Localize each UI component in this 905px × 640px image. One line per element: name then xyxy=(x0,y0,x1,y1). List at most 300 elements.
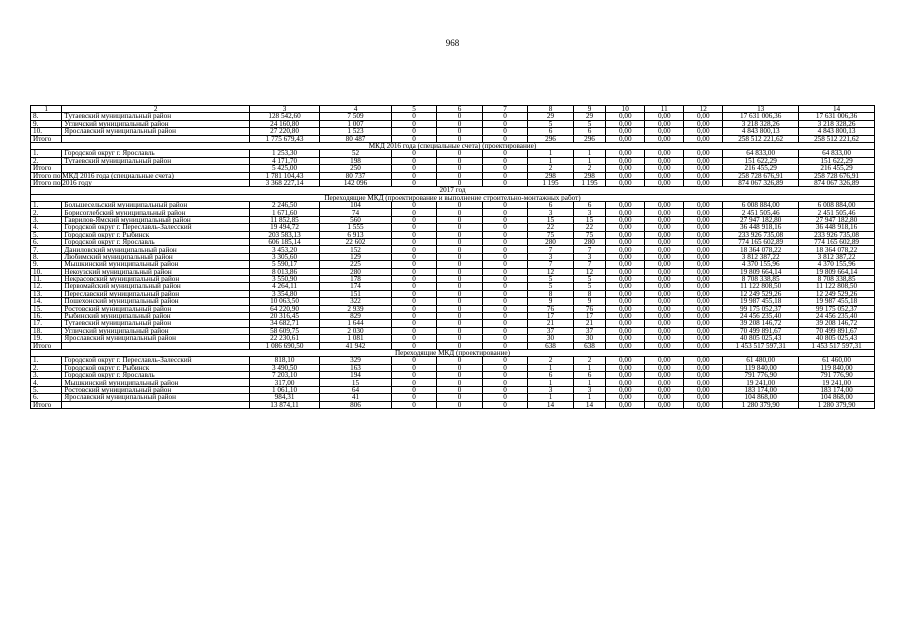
value-cell: 6 xyxy=(528,202,574,209)
value-cell: 0 xyxy=(391,320,437,327)
value-cell: 7 xyxy=(573,261,606,268)
value-cell: 0,00 xyxy=(606,209,645,216)
value-cell: 0 xyxy=(391,239,437,246)
value-cell: 29 xyxy=(573,113,606,120)
value-cell: 39 208 146,72 xyxy=(723,320,799,327)
value-cell: 0 xyxy=(482,150,528,157)
value-cell: 0,00 xyxy=(645,305,684,312)
value-cell: 15 xyxy=(573,216,606,223)
value-cell: 18 364 078,22 xyxy=(723,246,799,253)
value-cell: 3 218 328,26 xyxy=(799,120,875,127)
value-cell: 1 781 104,43 xyxy=(249,172,319,179)
value-cell: 0 xyxy=(437,283,483,290)
value-cell: 15 xyxy=(528,216,574,223)
value-cell: 0,00 xyxy=(684,283,723,290)
value-cell: 0,00 xyxy=(606,150,645,157)
value-cell: 70 499 891,67 xyxy=(723,327,799,334)
table-row xyxy=(31,202,875,209)
value-cell: 10 063,50 xyxy=(249,298,319,305)
value-cell: 0,00 xyxy=(606,268,645,275)
value-cell: 0,00 xyxy=(645,239,684,246)
value-cell: 6 xyxy=(573,202,606,209)
header-cell: 9 xyxy=(573,106,606,113)
table-row xyxy=(31,372,875,379)
value-cell: 0,00 xyxy=(606,394,645,401)
value-cell: 0,00 xyxy=(684,298,723,305)
value-cell: 2 246,50 xyxy=(249,202,319,209)
value-cell: 1 081 xyxy=(320,335,392,342)
name-cell: Ярославский муниципальный район xyxy=(62,335,249,342)
row-number-cell: 1. xyxy=(31,357,62,364)
value-cell: 0 xyxy=(391,128,437,135)
value-cell: 250 xyxy=(320,165,392,172)
header-cell: 8 xyxy=(528,106,574,113)
value-cell: 606 185,14 xyxy=(249,239,319,246)
value-cell: 0,00 xyxy=(606,283,645,290)
value-cell: 4 370 155,96 xyxy=(723,261,799,268)
row-number-cell: 2. xyxy=(31,209,62,216)
value-cell: 0 xyxy=(437,275,483,282)
value-cell: 0,00 xyxy=(645,357,684,364)
value-cell: 258 512 221,62 xyxy=(799,135,875,142)
value-cell: 0,00 xyxy=(684,253,723,260)
value-cell: 104 868,00 xyxy=(799,394,875,401)
value-cell: 19 241,00 xyxy=(799,379,875,386)
value-cell: 11 122 808,50 xyxy=(723,283,799,290)
value-cell: 0,00 xyxy=(645,386,684,393)
value-cell: 8 013,86 xyxy=(249,268,319,275)
value-cell: 791 776,90 xyxy=(799,372,875,379)
name-cell: Тутаевский муниципальный район xyxy=(62,320,249,327)
value-cell: 61 460,00 xyxy=(799,357,875,364)
value-cell: 0 xyxy=(437,165,483,172)
value-cell: 17 631 006,36 xyxy=(723,113,799,120)
value-cell: 0,00 xyxy=(606,335,645,342)
value-cell: 0 xyxy=(482,401,528,408)
value-cell: 0 xyxy=(391,298,437,305)
value-cell: 0,00 xyxy=(684,335,723,342)
value-cell: 0 xyxy=(437,298,483,305)
value-cell: 0,00 xyxy=(645,327,684,334)
row-number-cell: 11. xyxy=(31,275,62,282)
name-cell: Пошехонский муниципальный район xyxy=(62,298,249,305)
value-cell: 0,00 xyxy=(684,209,723,216)
row-number-cell: 9. xyxy=(31,261,62,268)
value-cell: 0 xyxy=(437,172,483,179)
value-cell: 0 xyxy=(437,135,483,142)
value-cell: 818,10 xyxy=(249,357,319,364)
value-cell: 0,00 xyxy=(645,401,684,408)
value-cell: 198 xyxy=(320,157,392,164)
value-cell: 0 xyxy=(391,261,437,268)
row-number-cell: 1. xyxy=(31,150,62,157)
value-cell: 0 xyxy=(482,327,528,334)
row-number-cell: 6. xyxy=(31,239,62,246)
name-cell: Городской округ г. Ярославль xyxy=(62,150,249,157)
table-row xyxy=(31,239,875,246)
value-cell: 128 542,60 xyxy=(249,113,319,120)
value-cell: 874 067 326,89 xyxy=(723,179,799,186)
name-cell: Ярославский муниципальный район xyxy=(62,394,249,401)
header-cell: 6 xyxy=(437,106,483,113)
table-row xyxy=(31,261,875,268)
value-cell: 34 682,71 xyxy=(249,320,319,327)
name-cell: Ярославский муниципальный район xyxy=(62,128,249,135)
value-cell: 1 xyxy=(528,150,574,157)
value-cell: 0 xyxy=(482,179,528,186)
value-cell: 0 xyxy=(482,298,528,305)
value-cell: 39 208 146,72 xyxy=(799,320,875,327)
value-cell: 296 xyxy=(573,135,606,142)
value-cell: 99 175 052,37 xyxy=(799,305,875,312)
value-cell: 7 203,10 xyxy=(249,372,319,379)
value-cell: 0 xyxy=(391,216,437,223)
value-cell: 61 480,00 xyxy=(723,357,799,364)
value-cell: 0 xyxy=(391,268,437,275)
value-cell: 0,00 xyxy=(684,327,723,334)
value-cell: 0,00 xyxy=(606,239,645,246)
value-cell: 6 xyxy=(573,372,606,379)
value-cell: 0,00 xyxy=(606,327,645,334)
value-cell: 1 007 xyxy=(320,120,392,127)
value-cell: 1 280 379,90 xyxy=(723,401,799,408)
value-cell: 12 xyxy=(528,268,574,275)
value-cell: 0 xyxy=(391,386,437,393)
value-cell: 0,00 xyxy=(606,261,645,268)
value-cell: 0 xyxy=(482,202,528,209)
value-cell: 0 xyxy=(437,372,483,379)
value-cell: 0,00 xyxy=(645,312,684,319)
value-cell: 6 008 884,00 xyxy=(723,202,799,209)
value-cell: 3 453,20 xyxy=(249,246,319,253)
row-number-cell: 16. xyxy=(31,312,62,319)
value-cell: 0 xyxy=(391,179,437,186)
row-number-cell: 14. xyxy=(31,298,62,305)
value-cell: 183 174,00 xyxy=(799,386,875,393)
value-cell: 296 xyxy=(528,135,574,142)
row-number-cell: 5. xyxy=(31,231,62,238)
row-number-cell: 1. xyxy=(31,202,62,209)
value-cell: 0,00 xyxy=(645,372,684,379)
value-cell: 0 xyxy=(391,401,437,408)
value-cell: 20 316,45 xyxy=(249,312,319,319)
value-cell: 6 913 xyxy=(320,231,392,238)
value-cell: 1 xyxy=(528,157,574,164)
value-cell: 1 061,10 xyxy=(249,386,319,393)
value-cell: 0,00 xyxy=(645,394,684,401)
value-cell: 0 xyxy=(482,128,528,135)
value-cell: 2 451 505,46 xyxy=(799,209,875,216)
value-cell: 3 550,90 xyxy=(249,275,319,282)
header-cell: 2 xyxy=(62,106,249,113)
header-cell: 10 xyxy=(606,106,645,113)
value-cell: 0,00 xyxy=(645,290,684,297)
value-cell: 0 xyxy=(437,128,483,135)
header-cell: 3 xyxy=(249,106,319,113)
value-cell: 258 512 221,62 xyxy=(723,135,799,142)
value-cell: 0 xyxy=(482,372,528,379)
value-cell: 80 487 xyxy=(320,135,392,142)
value-cell: 3 812 387,22 xyxy=(723,253,799,260)
budget-table xyxy=(30,105,875,409)
value-cell: 76 xyxy=(573,305,606,312)
name-cell: Тутаевский муниципальный район xyxy=(62,157,249,164)
value-cell: 1 195 xyxy=(528,179,574,186)
value-cell: 76 xyxy=(528,305,574,312)
value-cell: 298 xyxy=(573,172,606,179)
value-cell: 5 xyxy=(528,120,574,127)
value-cell: 0,00 xyxy=(606,305,645,312)
value-cell: 3 xyxy=(573,253,606,260)
value-cell: 12 249 529,26 xyxy=(799,290,875,297)
row-number-cell: 8. xyxy=(31,253,62,260)
name-cell: Рыбинский муниципальный район xyxy=(62,312,249,319)
value-cell: 0,00 xyxy=(645,202,684,209)
value-cell: 829 xyxy=(320,312,392,319)
value-cell: 0,00 xyxy=(684,165,723,172)
row-number-cell: 2. xyxy=(31,157,62,164)
value-cell: 19 241,00 xyxy=(723,379,799,386)
value-cell: 2 xyxy=(573,165,606,172)
value-cell: 0 xyxy=(437,253,483,260)
header-cell: 4 xyxy=(320,106,392,113)
value-cell: 0,00 xyxy=(684,157,723,164)
header-cell: 13 xyxy=(723,106,799,113)
value-cell: 12 249 529,26 xyxy=(723,290,799,297)
value-cell: 0,00 xyxy=(645,209,684,216)
value-cell: 0 xyxy=(482,113,528,120)
value-cell: 0,00 xyxy=(606,120,645,127)
value-cell: 8 708 338,85 xyxy=(799,275,875,282)
value-cell: 0 xyxy=(391,157,437,164)
value-cell: 0 xyxy=(437,335,483,342)
name-cell: Городской округ г. Переславль-Залесский xyxy=(62,224,249,231)
value-cell: 14 xyxy=(528,401,574,408)
value-cell: 0,00 xyxy=(645,335,684,342)
value-cell: 0,00 xyxy=(684,113,723,120)
row-number-cell: 19. xyxy=(31,335,62,342)
value-cell: 0,00 xyxy=(684,268,723,275)
value-cell: 4 843 800,13 xyxy=(799,128,875,135)
value-cell: 4 171,70 xyxy=(249,157,319,164)
value-cell: 258 728 676,91 xyxy=(799,172,875,179)
value-cell: 0,00 xyxy=(684,246,723,253)
value-cell: 0 xyxy=(391,342,437,349)
name-cell xyxy=(62,401,249,408)
value-cell: 1 555 xyxy=(320,224,392,231)
value-cell: 9 xyxy=(528,298,574,305)
row-number-cell: 4. xyxy=(31,379,62,386)
value-cell: 0 xyxy=(437,120,483,127)
row-number-cell: 9. xyxy=(31,120,62,127)
name-cell: Городской округ г. Рыбинск xyxy=(62,364,249,371)
value-cell: 3 xyxy=(573,386,606,393)
value-cell: 0 xyxy=(437,179,483,186)
row-number-cell: 3. xyxy=(31,216,62,223)
value-cell: 7 xyxy=(573,246,606,253)
value-cell: 8 708 338,85 xyxy=(723,275,799,282)
value-cell: 1 775 679,43 xyxy=(249,135,319,142)
value-cell: 0 xyxy=(437,342,483,349)
value-cell: 0,00 xyxy=(684,342,723,349)
value-cell: 0 xyxy=(482,357,528,364)
value-cell: 874 067 326,89 xyxy=(799,179,875,186)
value-cell: 7 xyxy=(528,261,574,268)
row-number-cell: 18. xyxy=(31,327,62,334)
value-cell: 216 455,29 xyxy=(799,165,875,172)
value-cell: 151 622,29 xyxy=(723,157,799,164)
value-cell: 3 305,60 xyxy=(249,253,319,260)
value-cell: 5 xyxy=(573,275,606,282)
value-cell: 0,00 xyxy=(645,253,684,260)
value-cell: 0 xyxy=(482,394,528,401)
header-cell: 12 xyxy=(684,106,723,113)
value-cell: 0 xyxy=(391,209,437,216)
value-cell: 0 xyxy=(482,379,528,386)
row-number-cell: 10. xyxy=(31,268,62,275)
value-cell: 0 xyxy=(437,157,483,164)
value-cell: 0,00 xyxy=(645,246,684,253)
value-cell: 0 xyxy=(391,394,437,401)
header-cell: 1 xyxy=(31,106,62,113)
value-cell: 0 xyxy=(391,202,437,209)
value-cell: 0 xyxy=(482,224,528,231)
value-cell: 0,00 xyxy=(684,379,723,386)
value-cell: 17 xyxy=(573,312,606,319)
value-cell: 0 xyxy=(482,312,528,319)
value-cell: 2 xyxy=(528,165,574,172)
header-cell: 11 xyxy=(645,106,684,113)
value-cell: 0,00 xyxy=(606,290,645,297)
value-cell: 0 xyxy=(391,113,437,120)
value-cell: 0 xyxy=(437,246,483,253)
value-cell: 0,00 xyxy=(684,394,723,401)
value-cell: 0,00 xyxy=(645,157,684,164)
section-title: 2017 год xyxy=(31,187,875,194)
value-cell: 258 728 676,91 xyxy=(723,172,799,179)
table-row xyxy=(31,298,875,305)
value-cell: 774 165 602,89 xyxy=(799,239,875,246)
value-cell: 183 174,00 xyxy=(723,386,799,393)
value-cell: 806 xyxy=(320,401,392,408)
value-cell: 19 987 455,18 xyxy=(723,298,799,305)
value-cell: 1 xyxy=(573,157,606,164)
value-cell: 0 xyxy=(437,312,483,319)
row-number-cell: 6. xyxy=(31,394,62,401)
value-cell: 0,00 xyxy=(606,224,645,231)
value-cell: 0 xyxy=(391,150,437,157)
value-cell: 1 xyxy=(573,379,606,386)
value-cell: 0 xyxy=(391,172,437,179)
value-cell: 22 xyxy=(528,224,574,231)
value-cell: 0 xyxy=(482,283,528,290)
value-cell: 0 xyxy=(437,386,483,393)
name-cell: Городской округ г. Ярославль xyxy=(62,239,249,246)
value-cell: 0 xyxy=(437,209,483,216)
value-cell: 638 xyxy=(573,342,606,349)
value-cell: 0,00 xyxy=(684,216,723,223)
value-cell: 0 xyxy=(482,239,528,246)
value-cell: 104 868,00 xyxy=(723,394,799,401)
value-cell: 0 xyxy=(482,275,528,282)
row-number-cell: Итого по 2016 году xyxy=(31,179,62,186)
value-cell: 0,00 xyxy=(684,386,723,393)
value-cell: 151 622,29 xyxy=(799,157,875,164)
value-cell: 560 xyxy=(320,216,392,223)
name-cell: Любимский муниципальный район xyxy=(62,253,249,260)
value-cell: 0,00 xyxy=(684,120,723,127)
row-number-cell: Итого по МКД 2016 года (специальные счета) xyxy=(31,172,62,179)
value-cell: 0 xyxy=(437,202,483,209)
value-cell: 0 xyxy=(391,253,437,260)
value-cell: 0 xyxy=(437,268,483,275)
name-cell: Большесельский муниципальный район xyxy=(62,202,249,209)
name-cell: Городской округ г. Рыбинск xyxy=(62,231,249,238)
row-number-cell: Итого xyxy=(31,165,62,172)
value-cell: 233 926 735,08 xyxy=(723,231,799,238)
name-cell: Угличский муниципальный район xyxy=(62,327,249,334)
value-cell: 3 218 328,26 xyxy=(723,120,799,127)
value-cell: 152 xyxy=(320,246,392,253)
value-cell: 12 xyxy=(573,268,606,275)
value-cell: 178 xyxy=(320,275,392,282)
name-cell: Ростовский муниципальный район xyxy=(62,386,249,393)
value-cell: 3 490,50 xyxy=(249,364,319,371)
value-cell: 0,00 xyxy=(645,283,684,290)
value-cell: 5 xyxy=(528,275,574,282)
value-cell: 0 xyxy=(437,261,483,268)
value-cell: 0 xyxy=(482,209,528,216)
value-cell: 64 xyxy=(320,386,392,393)
name-cell: Мышкинский муниципальный район xyxy=(62,261,249,268)
value-cell: 0 xyxy=(482,261,528,268)
value-cell: 0,00 xyxy=(645,364,684,371)
value-cell: 64 220,90 xyxy=(249,305,319,312)
value-cell: 984,31 xyxy=(249,394,319,401)
name-cell: Некрасовский муниципальный район xyxy=(62,275,249,282)
value-cell: 0,00 xyxy=(606,172,645,179)
value-cell: 99 175 052,37 xyxy=(723,305,799,312)
value-cell: 0 xyxy=(482,216,528,223)
value-cell: 0,00 xyxy=(645,261,684,268)
value-cell: 233 926 735,08 xyxy=(799,231,875,238)
value-cell: 2 030 xyxy=(320,327,392,334)
value-cell: 0,00 xyxy=(606,312,645,319)
value-cell: 0,00 xyxy=(606,135,645,142)
name-cell: Угличский муниципальный район xyxy=(62,120,249,127)
value-cell: 1 671,60 xyxy=(249,209,319,216)
value-cell: 0,00 xyxy=(606,357,645,364)
value-cell: 0,00 xyxy=(606,342,645,349)
value-cell: 75 xyxy=(573,231,606,238)
name-cell xyxy=(62,165,249,172)
value-cell: 0,00 xyxy=(645,320,684,327)
value-cell: 0 xyxy=(391,165,437,172)
value-cell: 0 xyxy=(391,275,437,282)
row-number-cell: Итого xyxy=(31,135,62,142)
value-cell: 0,00 xyxy=(684,172,723,179)
value-cell: 1 086 690,50 xyxy=(249,342,319,349)
value-cell: 0 xyxy=(437,290,483,297)
value-cell: 6 xyxy=(528,372,574,379)
name-cell: Борисоглебский муниципальный район xyxy=(62,209,249,216)
value-cell: 36 448 918,16 xyxy=(723,224,799,231)
value-cell: 5 xyxy=(528,283,574,290)
value-cell: 0 xyxy=(482,231,528,238)
row-number-cell: 17. xyxy=(31,320,62,327)
value-cell: 0 xyxy=(391,372,437,379)
value-cell: 0 xyxy=(437,150,483,157)
